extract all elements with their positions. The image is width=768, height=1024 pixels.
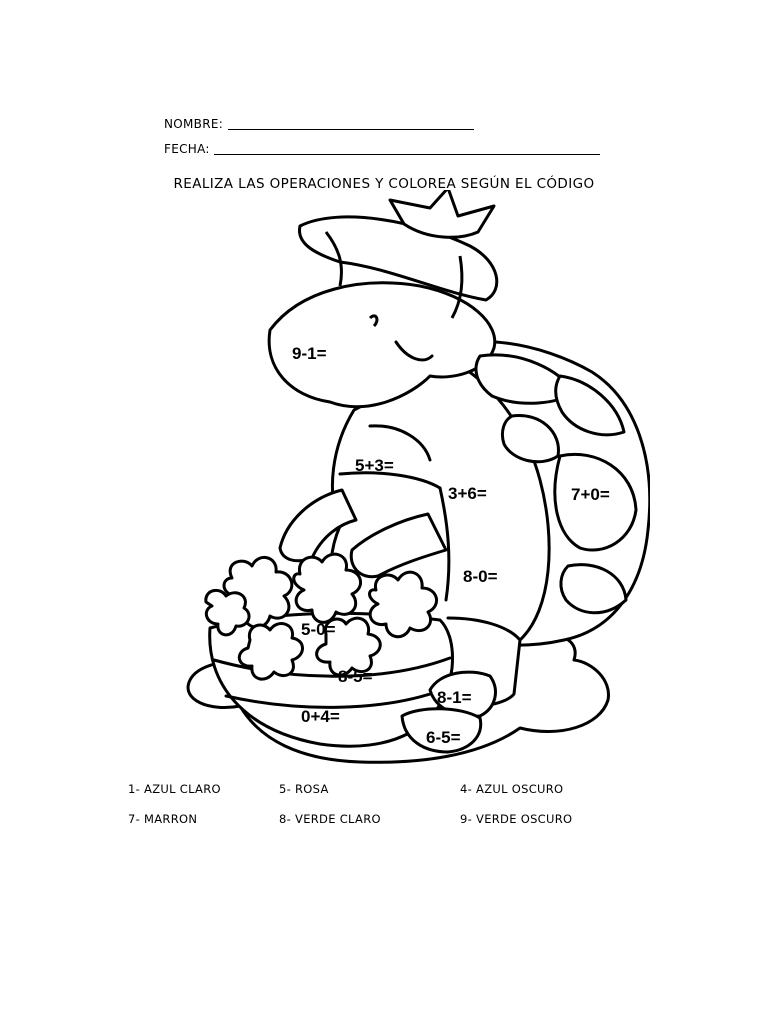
- operation-label: 5-0=: [301, 620, 336, 639]
- color-key-item: 4- AZUL OSCURO: [460, 782, 564, 796]
- turtle-coloring-illustration: [150, 190, 650, 770]
- nombre-line[interactable]: [228, 129, 474, 130]
- operation-label: 5+3=: [355, 456, 394, 475]
- fecha-field: [164, 142, 604, 160]
- operation-label: 9-1=: [292, 344, 327, 363]
- nombre-label: NOMBRE:: [164, 117, 224, 131]
- operation-label: 0+4=: [301, 707, 340, 726]
- color-key-item: 9- VERDE OSCURO: [460, 812, 573, 826]
- color-key-item: 5- ROSA: [279, 782, 329, 796]
- operation-label: 7+0=: [571, 485, 610, 504]
- operation-label: 6-5=: [426, 728, 461, 747]
- operation-label: 8-1=: [437, 688, 472, 707]
- fecha-line[interactable]: [214, 154, 600, 155]
- fecha-label: FECHA:: [164, 142, 210, 156]
- instruction-text: REALIZA LAS OPERACIONES Y COLOREA SEGÚN EL CÓDIGO: [173, 176, 595, 192]
- operation-label: 8-0=: [463, 567, 498, 586]
- operation-label: 8-5=: [338, 667, 373, 686]
- operation-label: 3+6=: [448, 484, 487, 503]
- color-key-item: 7- MARRON: [128, 812, 198, 826]
- color-key-item: 8- VERDE CLARO: [279, 812, 381, 826]
- color-key-item: 1- AZUL CLARO: [128, 782, 221, 796]
- nombre-field: [164, 117, 484, 135]
